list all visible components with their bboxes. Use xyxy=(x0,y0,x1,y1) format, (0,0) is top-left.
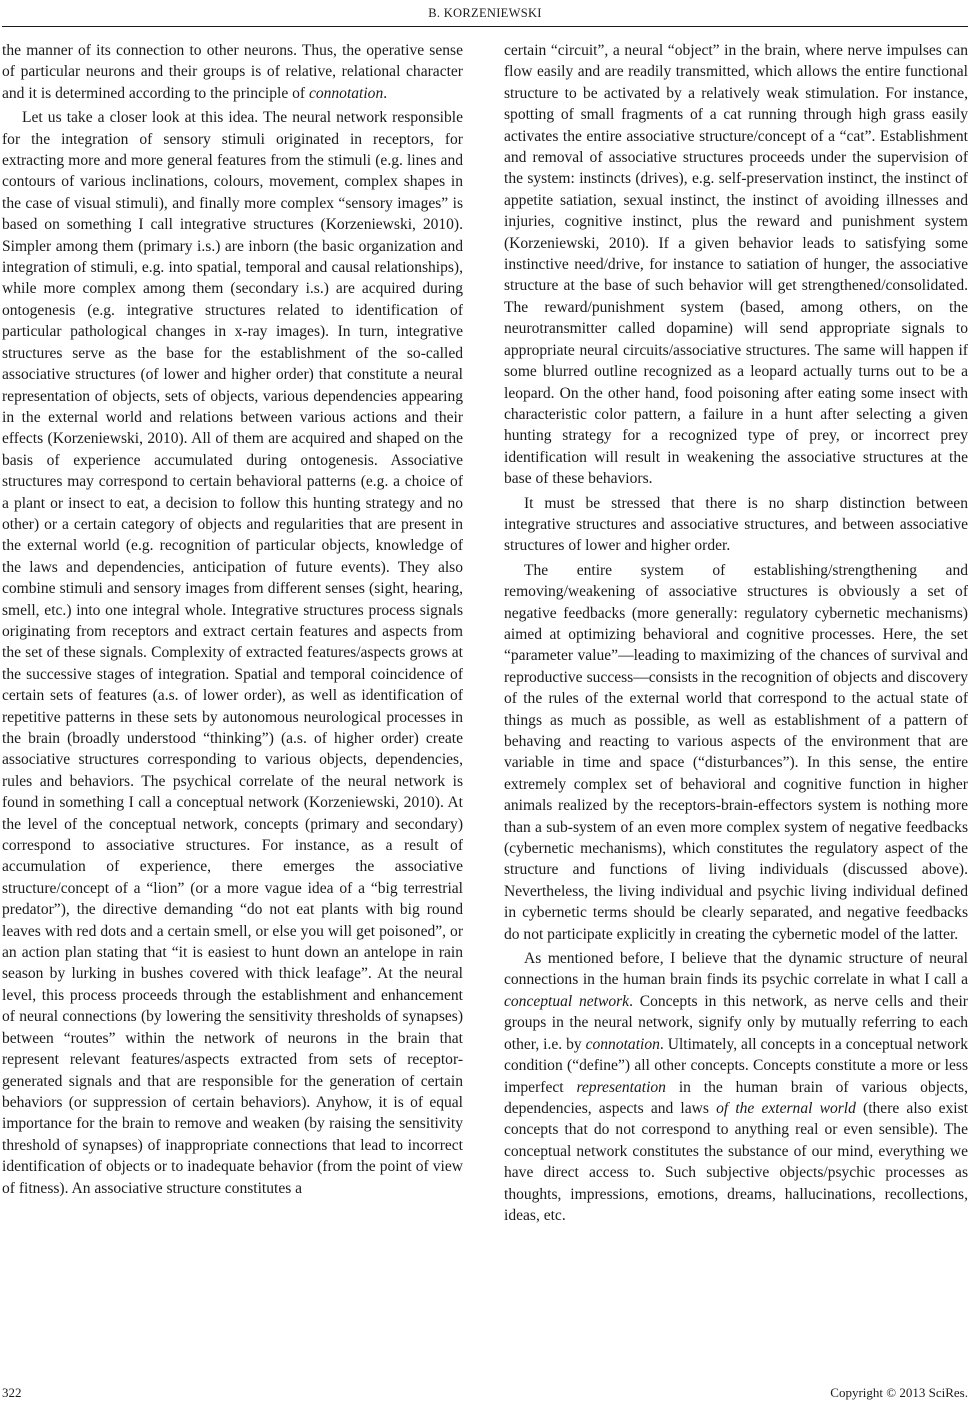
paragraph-text: As mentioned before, I believe that the dynamic structure of neural connections in the human brain finds its psychic correlate in what I call a xyxy=(504,950,968,989)
header-rule xyxy=(2,26,968,27)
right-column xyxy=(504,40,968,1360)
emphasis-text: representation xyxy=(576,1078,666,1096)
running-head: B. KORZENIEWSKI xyxy=(428,6,542,20)
emphasis-text: connotation xyxy=(585,1035,660,1053)
emphasis-text: conceptual network xyxy=(504,992,630,1010)
emphasis-text: connotation xyxy=(308,84,384,102)
paragraph xyxy=(2,40,463,104)
paragraph xyxy=(504,948,968,1226)
paragraph-text: . Concepts in this network, as nerve cells and their groups in the neural network, signify only by mutually referring to each other, i.e. by xyxy=(504,992,968,1053)
paragraph-text: the manner of its connection to other neurons. Thus, the operative sense of particular neurons and their groups is of relative, relational character and it is determined according to the principle of xyxy=(2,42,463,102)
paragraph-text: in the human brain of various objects, dependencies, aspects and laws xyxy=(504,1078,968,1117)
paragraph: certain “circuit”, a neural “object” in the brain, where nerve impulses can flow easily and are readily transmitted, which allows the entire functional structure to be activated by a relatively weak stimulation. For instance, spotting of small fragments of a cat running through high grass easily activates the entire associative structure/concept of a “cat”. Establishment and removal of associative structures proceeds under the supervision of the system: instincts (drives), e.g. self-preservation instinct, the instinct of appetite satiation, sexual instinct, the instinct of avoiding illnesses and injuries, cognitive instinct, plus the reward and punishment system (Korzeniewski, 2010). If a given behavior leads to satisfying some instinctive need/drive, for instance to satiation of hunger, the associative structure at the base of such behavior will get strengthened/consolidated. The reward/punishment system (based, among others, on the neurotransmitter called dopamine) will send appropriate signals to appropriate neural circuits/associative structures. The same will happen if some blurred outline recognized as a leopard actually turns out to be a leopard. On the other hand, food poisoning after eating some insect with characteristic color pattern, a failure in a hunt after selecting a given hunting strategy for a recognized type of prey, or incorrect prey identification will result in weakening the associative structures at the base of these behaviors. xyxy=(504,42,968,488)
paragraph: Let us take a closer look at this idea. The neural network responsible for the integration of sensory stimuli originated in receptors, for extracting more and more general features from the stimuli (e.g. lines and contours of various inclinations, colours, movement, complex shapes in the case of visual stimuli), and finally more complex “sensory images” is based on something I call integrative structures (Korzeniewski, 2010). Simpler among them (primary i.s.) are inborn (the basic organization and integration of stimuli, e.g. into spatial, temporal and causal relationships), while more complex among them (secondary i.s.) are acquired during ontogenesis (e.g. integrative structures related to identification of particular pathological changes in x-ray images). In turn, integrative structures serve as the base for the establishment of the so-called associative structures (of lower and higher order) that constitute a neural representation of objects, sets of objects, various dependencies appearing in the external world and relations between various actions and their effects (Korzeniewski, 2010). All of them are acquired and shaped on the basis of experience accumulated during ontogenesis. Associative structures may correspond to certain behavioral patterns (e.g. a choice of a plant or insect to eat, a decision to follow this hunting strategy and no other) or a certain category of objects and regularities that are present in the external world (e.g. recognition of particular objects, knowledge of the laws and dependencies, anticipation of future events). They also combine stimuli and sensory images from different senses (sight, hearing, smell, etc.) into one integral whole. Integrative structures process signals originating from receptors and extract certain features and aspects from the set of these signals. Complexity of extracted features/aspects grows at the successive stages of integration. Spatial and temporal coincidence of certain sets of features (a.s. of lower order), as well as identification of repetitive patterns in these sets by autonomous neurological processes in the brain (broadly understood “thinking”) (a.s. of higher order) create associative structures corresponding to various objects, dependencies, rules and behaviors. The psychical correlate of the neural network is found in something I call a conceptual network (Korzeniewski, 2010). At the level of the conceptual network, concepts (primary and secondary) correspond to associative structures. For instance, as a result of accumulation of experience, there emerges the associative structure/concept of a “lion” (or a more vague idea of a “big terrestrial predator”), the directive demanding “do not eat plants with big round leaves with red dots and a certain smell, or else you will get poisoned”, or an action plan stating that “it is easiest to hunt down an antelope in rain season by lurking in bushes covered with thick leafage”. At the neural level, this process proceeds through the establishment and enhancement of neural connections (by lowering the sensitivity thresholds of synapses) between “routes” within the network of neurons in the brain that represent relevant features/aspects extracted from sets of receptor-generated signals and that are responsible for the generation of certain behaviors (or suppression of certain behaviors). Anyhow, it is of equal importance for the brain to remove and weaken (by raising the sensitivity threshold of synapses) of inappropriate connections that lead to incorrect identification of objects or to inadequate behavior (from the point of view of fitness). An associative structure constitutes a xyxy=(2,109,463,1197)
paragraph-text: (there also exist concepts that do not correspond to anything real or even sensible). The conceptual network constitutes the substance of our mind, everything we have direct access to. Such subjective objects/psychic processes as thoughts, impressions, emotions, dreams, hallucinations, recollections, ideas, etc. xyxy=(504,1099,968,1224)
copyright-notice: Copyright © 2013 SciRes. xyxy=(830,1385,968,1400)
page-number: 322 xyxy=(2,1385,22,1400)
paragraph: The entire system of establishing/strengthening and removing/weakening of associative structures is obviously a set of negative feedbacks (more generally: regulatory cybernetic mechanisms) aimed at optimizing behavioral and cognitive processes. Here, the set “parameter value”—leading to maximizing of the chances of survival and reproductive success—consists in the recognition of objects and discovery of the rules of the external world that correspond to the actual state of things as much as possible, as well as establishment of a pattern of behaving and reacting to various aspects of the environment that are variable in time and space (“disturbances”). In this sense, the entire extremely complex set of behavioral and cognitive function in higher animals realized by the receptors-brain-effectors system is nothing more than a sub-system of an even more complex system of negative feedbacks (cybernetic mechanisms), which constitutes the regulatory aspect of the structure and functions of living individuals (discussed above). Nevertheless, the living individual and psychic living individual defined in cybernetic terms should be clearly separated, and negative feedbacks do not participate explicitly in creating the cybernetic model of the latter. xyxy=(504,561,968,943)
left-column xyxy=(2,40,463,1360)
paragraph-text: . xyxy=(383,84,388,102)
emphasis-text: of the external world xyxy=(716,1099,856,1117)
paragraph-text: . Ultimately, all concepts in a conceptual network condition (“define”) all other concepts. Concepts constitute a more or less imperfect xyxy=(504,1035,968,1096)
paragraph: It must be stressed that there is no sharp distinction between integrative structures and associative structures, and between associative structures of lower and higher order. xyxy=(504,494,968,555)
